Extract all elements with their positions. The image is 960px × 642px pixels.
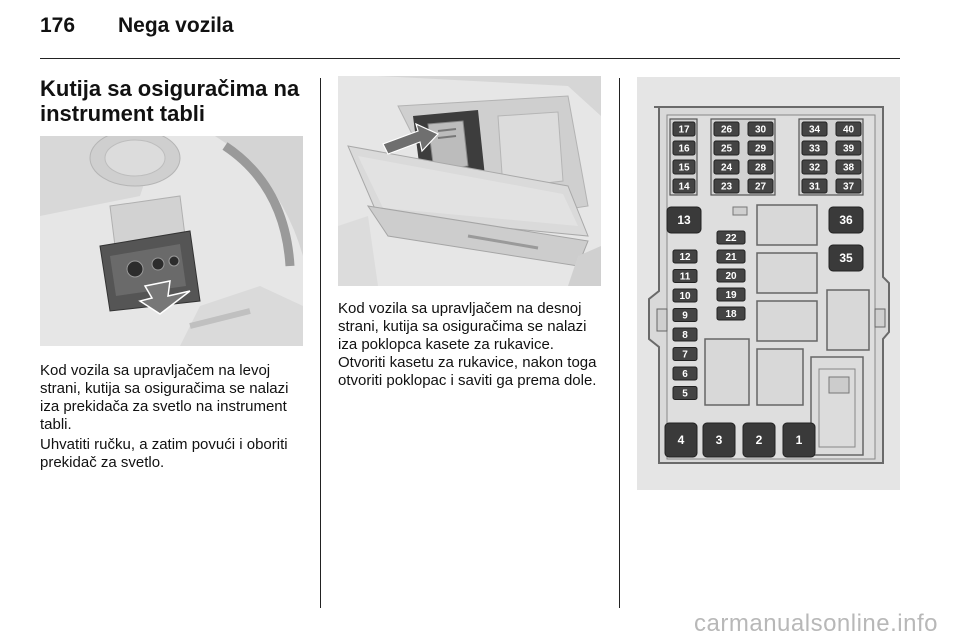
- fuse-label-5: 5: [682, 388, 688, 400]
- glovebox-illustration: [338, 76, 601, 286]
- fuse-label-11: 11: [679, 271, 691, 283]
- fuse-label-13: 13: [677, 213, 691, 227]
- fuse-label-35: 35: [839, 251, 853, 265]
- page-number: 176: [40, 14, 76, 37]
- fuse-label-6: 6: [682, 369, 688, 380]
- fuse-label-37: 37: [842, 181, 855, 193]
- left-paragraph-1: Kod vozila sa upravljačem na levoj strani, kutija sa osiguračima se nalazi iza prekidača za svetlo na instrument tabli.: [40, 362, 289, 433]
- fuse-label-15: 15: [678, 162, 690, 174]
- fuse-label-38: 38: [842, 162, 855, 174]
- fuse-label-7: 7: [682, 349, 688, 361]
- fuse-label-20: 20: [725, 271, 737, 282]
- fuse-label-31: 31: [808, 181, 821, 193]
- fuse-label-40: 40: [842, 124, 855, 136]
- fuse-label-33: 33: [808, 143, 821, 155]
- fuse-label-24: 24: [720, 162, 733, 174]
- left-paragraph-2: Uhvatiti ručku, a zatim povući i oboriti prekidač za svetlo.: [40, 436, 288, 471]
- fuse-label-3: 3: [715, 433, 723, 447]
- fuse-label-19: 19: [725, 290, 737, 301]
- fuse-label-32: 32: [808, 162, 821, 174]
- fuse-label-26: 26: [720, 124, 733, 136]
- fuse-label-25: 25: [720, 143, 733, 155]
- watermark: carmanualsonline.info: [694, 610, 938, 637]
- fuse-label-18: 18: [725, 309, 737, 320]
- page-title: Kutija sa osiguračima na instrument tabli: [40, 76, 300, 126]
- fuse-label-9: 9: [682, 310, 688, 322]
- middle-paragraph-1: Kod vozila sa upravljačem na desnoj strani, kutija sa osiguračima se nalazi iza poklopca kasete za rukavice. Otvoriti kasetu za rukavice, nakon toga otvoriti poklopac i saviti ga prema dole.: [338, 300, 597, 389]
- fuse-label-12: 12: [679, 252, 691, 263]
- fuse-label-14: 14: [678, 181, 690, 193]
- column-divider-left: [320, 78, 321, 608]
- fuse-label-36: 36: [839, 213, 853, 227]
- fuse-label-21: 21: [725, 252, 737, 263]
- fuse-label-29: 29: [754, 143, 767, 155]
- fuse-label-30: 30: [754, 124, 767, 136]
- fuse-box-diagram: [637, 77, 900, 490]
- fuse-label-1: 1: [795, 433, 803, 447]
- page-header: [40, 14, 234, 48]
- fuse-label-28: 28: [754, 162, 767, 174]
- fuse-label-23: 23: [720, 181, 733, 193]
- header-divider: [40, 58, 900, 59]
- fuse-label-34: 34: [808, 124, 821, 136]
- fuse-label-27: 27: [754, 181, 767, 193]
- fuse-label-39: 39: [842, 143, 855, 155]
- fuse-label-22: 22: [725, 233, 737, 244]
- fuse-label-16: 16: [678, 143, 690, 155]
- fuse-label-17: 17: [678, 124, 690, 136]
- column-divider-right: [619, 78, 620, 608]
- fuse-label-4: 4: [677, 433, 685, 447]
- section-title: Nega vozila: [118, 14, 234, 37]
- fuse-label-8: 8: [682, 330, 688, 341]
- fuse-label-2: 2: [755, 433, 763, 447]
- light-switch-illustration: [40, 136, 303, 346]
- fuse-label-10: 10: [679, 291, 691, 302]
